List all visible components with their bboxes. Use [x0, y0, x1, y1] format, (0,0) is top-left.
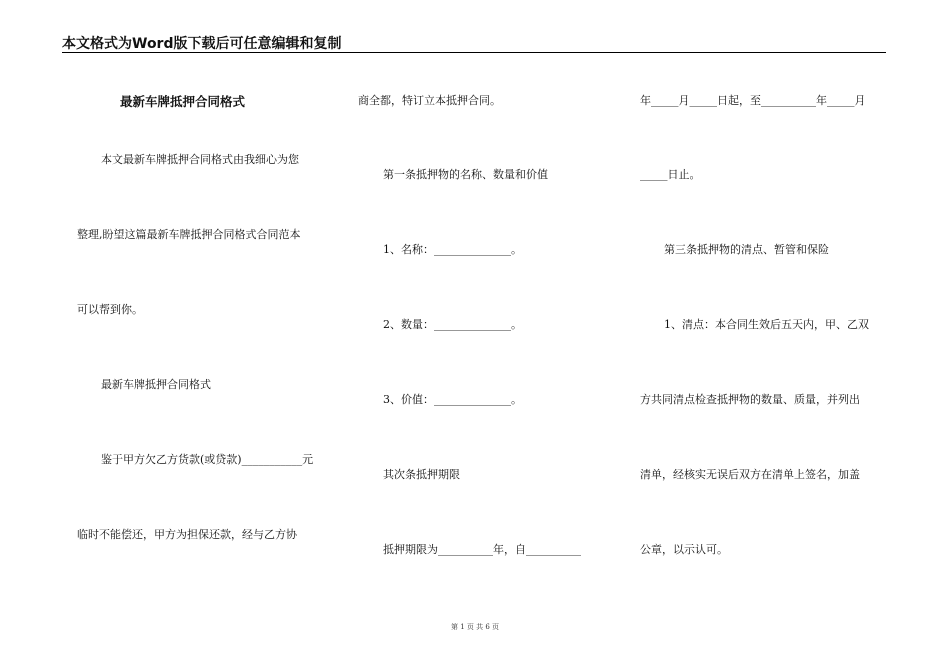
- text-line: _____日止。: [640, 168, 701, 181]
- document-title: 最新车牌抵押合同格式: [120, 94, 246, 109]
- section-heading: 最新车牌抵押合同格式: [101, 378, 211, 391]
- text-line: 方共同清点检查抵押物的数量、质量，并列出: [640, 393, 860, 406]
- text-line: 清单，经核实无误后双方在清单上签名，加盖: [640, 468, 860, 481]
- page-number-footer: 第 1 页 共 6 页: [450, 623, 500, 631]
- text-line: 年_____月_____日起，至__________年_____月: [640, 94, 866, 107]
- section-heading: 其次条抵押期限: [383, 468, 460, 481]
- document-header-banner: 本文格式为Word版下载后可任意编辑和复制: [62, 36, 342, 52]
- section-heading: 第一条抵押物的名称、数量和价值: [383, 168, 548, 181]
- text-line: 1、名称：______________。: [383, 243, 522, 256]
- text-line: 临时不能偿还，甲方为担保还款，经与乙方协: [77, 528, 297, 541]
- text-line: 2、数量：______________。: [383, 318, 522, 331]
- text-line: 可以帮到你。: [77, 303, 143, 316]
- text-line: 3、价值：______________。: [383, 393, 522, 406]
- text-line: 公章，以示认可。: [640, 543, 728, 556]
- text-line: 1、清点：本合同生效后五天内，甲、乙双: [664, 318, 869, 331]
- header-rule: [62, 52, 886, 53]
- section-heading: 第三条抵押物的清点、暂管和保险: [664, 243, 829, 256]
- text-line: 整理,盼望这篇最新车牌抵押合同格式合同范本: [77, 228, 301, 241]
- text-line: 本文最新车牌抵押合同格式由我细心为您: [101, 153, 299, 166]
- text-line: 抵押期限为__________年，自__________: [383, 543, 581, 556]
- text-line: 商全都，特订立本抵押合同。: [358, 94, 501, 107]
- text-line: 鉴于甲方欠乙方货款(或贷款)___________元: [101, 453, 314, 466]
